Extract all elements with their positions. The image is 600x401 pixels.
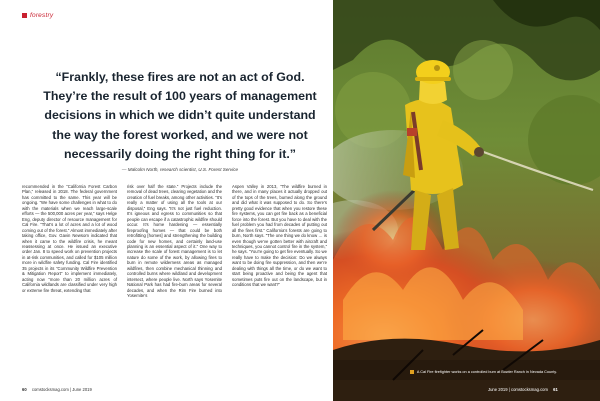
photo-caption bbox=[410, 370, 557, 374]
pull-quote-line: decisions in which we didn’t quite understand bbox=[44, 108, 316, 123]
pull-quote-line: They’re the result of 100 years of management bbox=[43, 89, 317, 104]
section-label: forestry bbox=[30, 12, 54, 19]
pull-quote bbox=[30, 68, 330, 164]
section-square-icon bbox=[22, 13, 27, 18]
pull-quote-line: “Frankly, these fires are not an act of God. bbox=[55, 70, 305, 84]
article-column: risk over half the state.” Projects include the removal of dead trees, clearing vegetation and the creation of fuel breaks, among other activities. “It’s really a matter of using all the tools at our disposal,” Eng says. “It’s not just fuel reduction. It’s igneous and egress to communities so that people can escape if a catastrophic wildfire should occur. It’s home hardening — essentially fireproofing homes — that could be both retrofitting [homes] and strengthening the building code for new homes, and certainly land-use planning is an essential aspect of it.” One way to increase the scale of forest management is to let nature do some of the work, by allowing fires to burn in remote wilderness areas as managed wildfires, then combine mechanical thinning and controlled burns where wildland and development intersect, where people live. North says Yosemite National Park has had fire-burn areas for several decades, and when the Rim Fire burned into Yosemite’s bbox=[127, 184, 222, 299]
pull-quote-line: necessarily doing the right thing for it.” bbox=[64, 146, 296, 161]
page-number: 60 bbox=[22, 387, 27, 392]
right-page bbox=[333, 0, 600, 401]
article-column: recommended in the “California Forest Carbon Plan,” released in 2018. The federal government has committed to the same. This year will be ongoing. “We have some challenges in what to do with the materials when we reach large-scale efforts — the 500,000 acres per year,” says Helge Eng, deputy director of resource management for Cal Fire. “That’s a lot of acres and a lot of wood coming out of the forest.” Almost immediately after taking office, Gov. Gavin Newsom indicated that when it came to the wildfire crisis, he meant reassessing at once. He issued an executive order Jan. 8 to speed work on prevention projects in at-risk communities, and called for $105 million more in wildfire safety funding. Cal Fire identified 35 projects in its “Community Wildfire Prevention & Mitigation Report” to implement immediately, acting now “more than 20 million acres of California wildlands are classified under very high or extreme fire threat, extending that bbox=[22, 184, 117, 293]
article-column: Aspen Valley in 2013, “The wildfire burned in there, and in many places it actually dropped out of the tops of the trees, burned along the ground and did what it was supposed to do. So there’s pretty good evidence that when you restore these fire systems, you can get fire back as a beneficial force into the forest. But you have to deal with the fuel problem you had from decades of putting out all the fires first.” California’s forests are going to burn, North says. “The one thing we do know … is even though we’ve gotten better with aircraft and techniques, you cannot control fire in the system,” he says. “You’re going to get fire eventually. So we really have to make the decision: Do we always want to be doing fire suppression, and then we’re dealing with things all the time, or do we want to start being proactive and being the agent that sometimes puts fire out on the landscape, but in conditions that we want?” bbox=[232, 184, 327, 288]
firefighter-photo bbox=[333, 0, 600, 401]
right-page-footer: June 2019 | comstocksmag.com 61 bbox=[488, 387, 558, 392]
quote-attribution: — Malcolm North, research scientist, U.S. Forest Service bbox=[121, 167, 239, 172]
article-columns bbox=[22, 184, 328, 299]
left-page-footer: 60 comstocksmag.com | June 2019 bbox=[22, 387, 92, 392]
page-number: 61 bbox=[553, 387, 558, 392]
issue-date: June 2019 bbox=[488, 387, 508, 392]
issue-date: June 2019 bbox=[72, 387, 92, 392]
caption-square-icon bbox=[410, 370, 414, 374]
site-name: comstocksmag.com bbox=[510, 387, 548, 392]
site-name: comstocksmag.com bbox=[31, 387, 69, 392]
caption-text: A Cal Fire firefighter works on a controlled burn at Bowler Ranch in Nevada County. bbox=[416, 370, 557, 374]
pull-quote-line: the way the forest worked, and we were not bbox=[52, 127, 308, 142]
section-tag bbox=[22, 12, 53, 19]
